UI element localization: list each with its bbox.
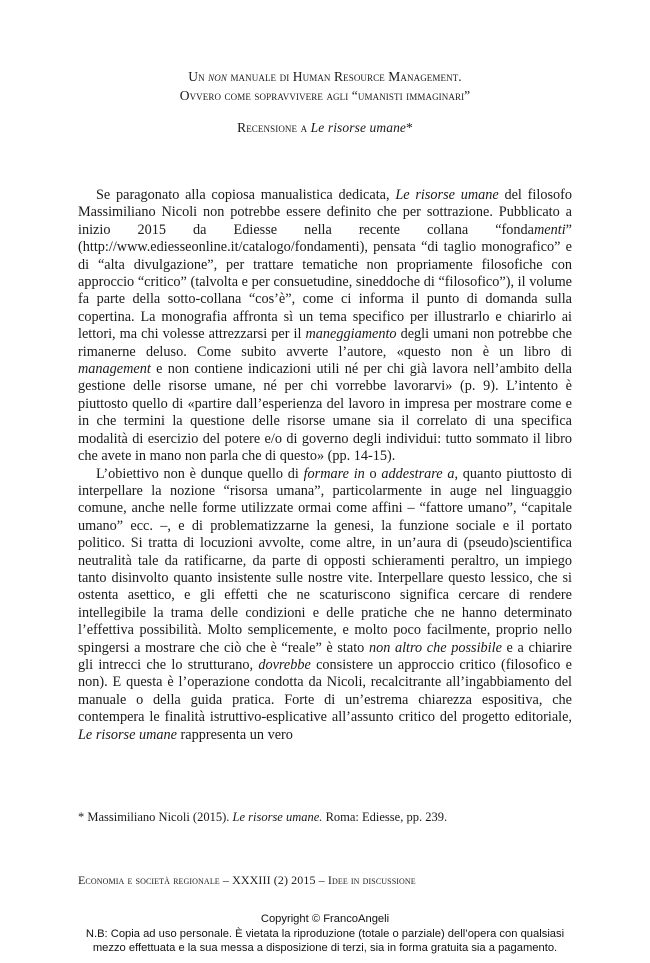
- title-prefix: Un: [188, 69, 209, 84]
- paragraph-2: [78, 466, 572, 745]
- footnote-marker: *: [406, 120, 413, 135]
- italic-run: non altro che possibile: [368, 639, 502, 656]
- copyright-notice-1: N.B: Copia ad uso personale. È vietata la riproduzione (totale o parziale) dell’opera con qualsiasi: [85, 928, 565, 940]
- text-run: degli umani non potrebbe che rimanerne deluso. Come subito avverte l’autore, «questo non è un libro di: [78, 326, 572, 360]
- text-run: ” (http://www.ediesseonline.it/catalogo/fondamenti), pensata “di taglio monografico” e di “alta divulgazione”, per trattare tematiche non propriamente filosofiche con approccio “critico” (talvolta e per consuetudine, sineddoche di “filosofico”), il volume fa parte della sotto-collana “cos’è”, come ci informa il punto di domanda sulla copertina. La monografia affronta sì un tema specifico per illustrarlo e chiarirlo ai lettori, ma chi volesse attrezzarsi per il: [78, 221, 572, 343]
- journal-footer: Economia e società regionale – XXXIII (2) 2015 – Idee in discussione: [78, 873, 416, 887]
- italic-run: Le risorse umane: [78, 726, 177, 743]
- text-run: , quanto piuttosto di interpellare la nozione “risorsa umana”, particolarmente in auge nel linguaggio comune, anche nelle forme utilizzate ormai come affini – “fattore umano”, “capitale umano” ecc. –, e di problematizzarne la genesi, la funzione sociale e il portato politico. Si tratta di locuzioni avvolte, come altre, in un’aura di (pseudo)scientifica neutralità tale da ratificarne, da parte di opposti schieramenti peraltro, un impiego tanto disinvolto quanto insistente sulle nostre vite. Interpellare questo lessico, che si ostenta asettico, e gli effetti che ne scaturiscono significa cercare di rendere intellegibile la trama delle condizioni e delle pratiche che ne hanno determinato l’effettiva possibilità. Molto semplicemente, e molto poco facilmente, proprio nello spingersi a mostrare che ciò che è “reale” è stato: [78, 465, 573, 656]
- italic-run: Le risorse umane.: [232, 810, 323, 824]
- italic-run: maneggiamento: [305, 326, 397, 343]
- subtitle: Ovvero come sopravvivere agli “umanisti immaginari”: [179, 88, 471, 103]
- review-label: Recensione a: [237, 120, 311, 135]
- text-run: consistere un approccio critico (filosofico e non). E questa è l’operazione condotta da Nicoli, recalcitrante all’ingabbiamento del manuale o della guida pratica. Forte di un’estrema chiarezza espositiva, che contempera le finalità istruttivo-esplicative all’assunto critico del progetto editoriale,: [78, 656, 572, 726]
- text-run: del filosofo Massimiliano Nicoli non potrebbe essere definito che per sottrazione. Pubblicato a inizio 2015 da Ediesse nella recente collana “fonda: [78, 187, 572, 238]
- text-run: e non contiene indicazioni utili né per chi già lavora nell’ambito della gestione delle risorse umane, né per chi vorrebbe lavorarvi» (p. 9). L’intento è piuttosto quello di «partire dall’esperienza del lavoro in impresa per mostrare come e in che termini la questione delle risorse umane sia il correlato di una specifica modalità di esercizio del potere e/o di governo degli individui: tutto sommato il libro che avete in mano non parla che di questo» (pp. 14-15).: [78, 361, 572, 465]
- italic-run: formare in: [303, 465, 365, 482]
- article-title-line-1: [0, 69, 650, 85]
- italic-run: Le risorse umane: [395, 187, 499, 203]
- text-run: Roma: Ediesse, pp. 239.: [322, 810, 448, 824]
- title-rest: manuale di Human Resource Management.: [226, 69, 462, 84]
- review-book-title: Le risorse umane: [310, 120, 407, 135]
- text-run: * Massimiliano Nicoli (2015).: [78, 810, 233, 824]
- italic-run: menti: [534, 221, 566, 238]
- text-run: L’obiettivo non è dunque quello di: [96, 465, 304, 482]
- article-body: [78, 187, 572, 744]
- review-heading: [0, 120, 650, 136]
- text-run: Se paragonato alla copiosa manualistica dedicata,: [96, 187, 396, 203]
- paragraph-1: [78, 187, 572, 466]
- title-non: non: [208, 69, 227, 84]
- text-run: o: [364, 465, 382, 482]
- copyright-line: Copyright © FrancoAngeli: [260, 913, 390, 925]
- italic-run: addestrare a: [381, 465, 455, 482]
- italic-run: management: [78, 361, 151, 378]
- text-run: e a chiarire gli intrecci che lo strutturano,: [78, 639, 573, 673]
- article-title-line-2: [0, 88, 650, 104]
- italic-run: dovrebbe: [258, 656, 311, 673]
- copyright-notice-2: mezzo effettuata e la sua messa a disposizione di terzi, sia in forma gratuita sia a pagamento.: [92, 942, 558, 954]
- text-run: rappresenta un vero: [176, 726, 293, 743]
- footnote: [78, 810, 572, 825]
